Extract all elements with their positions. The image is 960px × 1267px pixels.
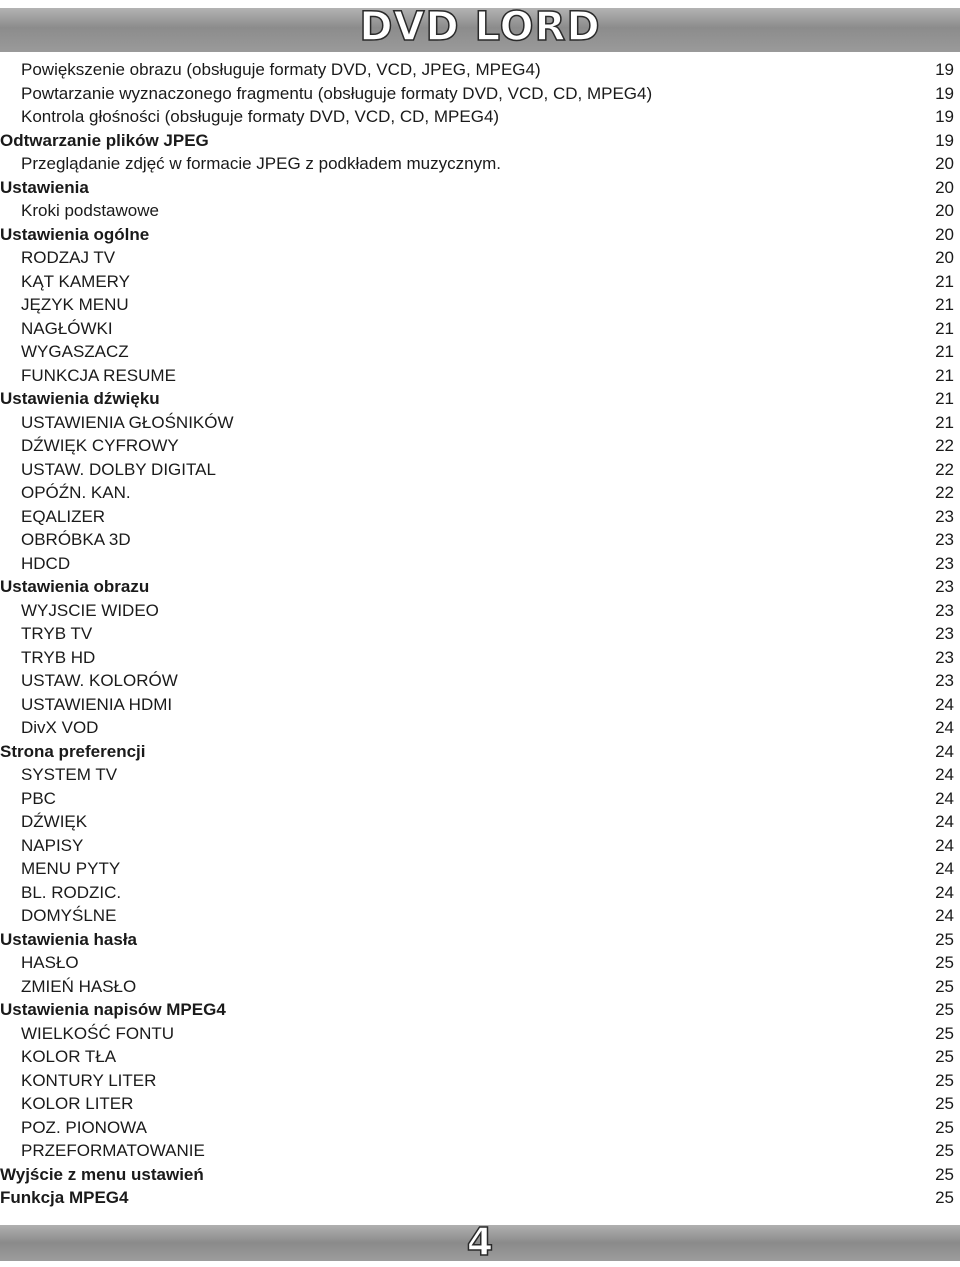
toc-entry-label: MENU PYTY bbox=[21, 859, 121, 878]
toc-entry-label: JĘZYK MENU bbox=[21, 295, 129, 314]
toc-section-entry bbox=[0, 387, 954, 411]
toc-entry-page: 19 bbox=[935, 83, 954, 103]
toc-subsection-entry bbox=[0, 317, 954, 341]
toc-section-entry bbox=[0, 176, 954, 200]
toc-subsection-entry bbox=[0, 364, 954, 388]
toc-subsection-entry bbox=[0, 552, 954, 576]
toc-subsection-entry bbox=[0, 105, 954, 129]
toc-entry-page: 21 bbox=[935, 271, 954, 291]
toc-entry-label: Funkcja MPEG4 bbox=[0, 1188, 129, 1207]
toc-entry-label: SYSTEM TV bbox=[21, 765, 118, 784]
toc-section-entry bbox=[0, 998, 954, 1022]
toc-subsection-entry bbox=[0, 481, 954, 505]
toc-entry-page: 25 bbox=[935, 1047, 954, 1066]
toc-entry-label: Powtarzanie wyznaczonego fragmentu (obsługuje formaty DVD, VCD, CD, MPEG4) bbox=[21, 83, 653, 103]
toc-entry-page: 22 bbox=[935, 459, 954, 479]
toc-entry-page: 25 bbox=[935, 929, 954, 949]
toc-entry-label: USTAWIENIA GŁOŚNIKÓW bbox=[21, 412, 234, 432]
toc-section-entry bbox=[0, 129, 954, 153]
toc-entry-label: Odtwarzanie plików JPEG bbox=[0, 130, 209, 150]
toc-entry-label: KONTURY LITER bbox=[21, 1070, 157, 1090]
toc-entry-page: 25 bbox=[935, 1094, 954, 1113]
toc-entry-page: 24 bbox=[935, 906, 954, 925]
toc-entry-label: Ustawienia obrazu bbox=[0, 577, 150, 596]
toc-entry-page: 25 bbox=[935, 1117, 954, 1137]
toc-entry-label: Przeglądanie zdjęć w formacie JPEG z podkładem muzycznym. bbox=[21, 154, 501, 173]
toc-subsection-entry bbox=[0, 716, 954, 740]
toc-subsection-entry bbox=[0, 693, 954, 717]
toc-subsection-entry bbox=[0, 669, 954, 693]
toc-subsection-entry bbox=[0, 810, 954, 834]
toc-subsection-entry bbox=[0, 763, 954, 787]
toc-entry-label: USTAW. DOLBY DIGITAL bbox=[21, 459, 216, 479]
toc-entry-page: 22 bbox=[935, 483, 954, 502]
toc-entry-page: 21 bbox=[935, 318, 954, 338]
toc-entry-page: 25 bbox=[935, 976, 954, 996]
toc-entry-label: KĄT KAMERY bbox=[21, 271, 130, 291]
toc-entry-label: DivX VOD bbox=[21, 718, 99, 737]
toc-subsection-entry bbox=[0, 904, 954, 928]
toc-entry-page: 21 bbox=[935, 389, 954, 408]
toc-subsection-entry bbox=[0, 1116, 954, 1140]
toc-entry-page: 24 bbox=[935, 835, 954, 855]
toc-entry-label: KOLOR TŁA bbox=[21, 1047, 117, 1066]
toc-entry-label: ZMIEŃ HASŁO bbox=[21, 976, 137, 996]
toc-subsection-entry bbox=[0, 246, 954, 270]
toc-entry-page: 25 bbox=[935, 1000, 954, 1019]
toc-entry-page: 19 bbox=[935, 60, 954, 79]
toc-entry-page: 24 bbox=[935, 741, 954, 761]
toc-entry-page: 21 bbox=[935, 342, 954, 361]
toc-entry-page: 24 bbox=[935, 718, 954, 737]
toc-subsection-entry bbox=[0, 881, 954, 905]
toc-entry-label: WYGASZACZ bbox=[21, 342, 129, 361]
toc-entry-label: FUNKCJA RESUME bbox=[21, 365, 176, 385]
toc-subsection-entry bbox=[0, 1092, 954, 1116]
toc-entry-label: OPÓŹN. KAN. bbox=[21, 483, 131, 502]
toc-entry-page: 21 bbox=[935, 365, 954, 385]
toc-entry-label: DOMYŚLNE bbox=[21, 906, 117, 925]
toc-entry-page: 24 bbox=[935, 882, 954, 902]
toc-subsection-entry bbox=[0, 1045, 954, 1069]
toc-subsection-entry bbox=[0, 82, 954, 106]
toc-entry-label: Ustawienia napisów MPEG4 bbox=[0, 1000, 226, 1019]
toc-entry-label: Strona preferencji bbox=[0, 741, 146, 761]
toc-entry-page: 25 bbox=[935, 1188, 954, 1207]
toc-entry-page: 25 bbox=[935, 1164, 954, 1184]
toc-subsection-entry bbox=[0, 293, 954, 317]
toc-entry-label: Powiększenie obrazu (obsługuje formaty DVD, VCD, JPEG, MPEG4) bbox=[21, 60, 541, 79]
toc-subsection-entry bbox=[0, 458, 954, 482]
toc-entry-page: 25 bbox=[935, 1023, 954, 1043]
toc-entry-page: 20 bbox=[935, 224, 954, 244]
toc-subsection-entry bbox=[0, 646, 954, 670]
toc-entry-page: 22 bbox=[935, 436, 954, 455]
toc-entry-label: Kroki podstawowe bbox=[21, 201, 159, 220]
toc-subsection-entry bbox=[0, 622, 954, 646]
toc-entry-page: 20 bbox=[935, 154, 954, 173]
toc-entry-label: Ustawienia hasła bbox=[0, 929, 138, 949]
toc-entry-label: TRYB HD bbox=[21, 647, 96, 667]
toc-entry-label: KOLOR LITER bbox=[21, 1094, 134, 1113]
toc-entry-page: 25 bbox=[935, 953, 954, 972]
toc-entry-page: 24 bbox=[935, 765, 954, 784]
toc-subsection-entry bbox=[0, 1069, 954, 1093]
toc-entry-page: 23 bbox=[935, 577, 954, 596]
toc-section-entry bbox=[0, 1163, 954, 1187]
toc-entry-label: USTAW. KOLORÓW bbox=[21, 671, 178, 690]
toc-entry-label: Kontrola głośności (obsługuje formaty DVD, VCD, CD, MPEG4) bbox=[21, 107, 500, 126]
toc-subsection-entry bbox=[0, 975, 954, 999]
toc-entry-page: 20 bbox=[935, 201, 954, 220]
toc-entry-label: Ustawienia bbox=[0, 177, 89, 197]
toc-subsection-entry bbox=[0, 58, 954, 82]
toc-entry-label: NAGŁÓWKI bbox=[21, 318, 113, 338]
toc-entry-label: HDCD bbox=[21, 553, 71, 573]
toc-section-entry bbox=[0, 1186, 954, 1210]
toc-entry-label: TRYB TV bbox=[21, 624, 93, 643]
toc-section-entry bbox=[0, 928, 954, 952]
toc-entry-page: 23 bbox=[935, 553, 954, 573]
toc-entry-page: 25 bbox=[935, 1141, 954, 1160]
toc-entry-page: 24 bbox=[935, 694, 954, 714]
toc-entry-page: 23 bbox=[935, 530, 954, 549]
toc-entry-label: BL. RODZIC. bbox=[21, 882, 122, 902]
toc-subsection-entry bbox=[0, 411, 954, 435]
toc-entry-page: 20 bbox=[935, 248, 954, 267]
toc-entry-page: 24 bbox=[935, 859, 954, 878]
toc-subsection-entry bbox=[0, 1139, 954, 1163]
toc-subsection-entry bbox=[0, 599, 954, 623]
toc-entry-label: DŹWIĘK bbox=[21, 812, 88, 831]
toc-subsection-entry bbox=[0, 528, 954, 552]
toc-subsection-entry bbox=[0, 505, 954, 529]
toc-entry-label: USTAWIENIA HDMI bbox=[21, 694, 173, 714]
toc-section-entry bbox=[0, 223, 954, 247]
toc-subsection-entry bbox=[0, 270, 954, 294]
page-number: 4 bbox=[466, 1220, 494, 1264]
page-title: DVD LORD bbox=[359, 4, 601, 50]
toc-subsection-entry bbox=[0, 951, 954, 975]
toc-subsection-entry bbox=[0, 1022, 954, 1046]
toc-entry-page: 23 bbox=[935, 506, 954, 526]
toc-entry-label: RODZAJ TV bbox=[21, 248, 116, 267]
toc-subsection-entry bbox=[0, 340, 954, 364]
toc-subsection-entry bbox=[0, 199, 954, 223]
toc-entry-label: Ustawienia ogólne bbox=[0, 224, 150, 244]
toc-subsection-entry bbox=[0, 834, 954, 858]
toc-entry-page: 23 bbox=[935, 671, 954, 690]
toc-entry-label: PBC bbox=[21, 788, 56, 808]
toc-entry-label: DŹWIĘK CYFROWY bbox=[21, 436, 179, 455]
toc-entry-label: OBRÓBKA 3D bbox=[21, 530, 131, 549]
table-of-contents bbox=[0, 58, 954, 1210]
toc-entry-label: Ustawienia dźwięku bbox=[0, 389, 160, 408]
toc-entry-page: 25 bbox=[935, 1070, 954, 1090]
toc-entry-label: HASŁO bbox=[21, 953, 79, 972]
toc-entry-page: 19 bbox=[935, 107, 954, 126]
toc-entry-page: 23 bbox=[935, 647, 954, 667]
toc-section-entry bbox=[0, 740, 954, 764]
toc-entry-label: POZ. PIONOWA bbox=[21, 1117, 147, 1137]
toc-entry-label: WIELKOŚĆ FONTU bbox=[21, 1023, 175, 1043]
toc-entry-label: NAPISY bbox=[21, 835, 84, 855]
toc-entry-label: WYJSCIE WIDEO bbox=[21, 600, 159, 620]
toc-subsection-entry bbox=[0, 857, 954, 881]
toc-entry-label: PRZEFORMATOWANIE bbox=[21, 1141, 205, 1160]
toc-entry-page: 21 bbox=[935, 412, 954, 432]
toc-entry-page: 21 bbox=[935, 295, 954, 314]
toc-entry-page: 24 bbox=[935, 812, 954, 831]
toc-entry-label: Wyjście z menu ustawień bbox=[0, 1164, 204, 1184]
toc-entry-page: 24 bbox=[935, 788, 954, 808]
toc-section-entry bbox=[0, 575, 954, 599]
toc-entry-page: 20 bbox=[935, 177, 954, 197]
toc-subsection-entry bbox=[0, 787, 954, 811]
toc-entry-page: 19 bbox=[935, 130, 954, 150]
toc-subsection-entry bbox=[0, 434, 954, 458]
toc-subsection-entry bbox=[0, 152, 954, 176]
toc-entry-page: 23 bbox=[935, 600, 954, 620]
toc-entry-page: 23 bbox=[935, 624, 954, 643]
toc-entry-label: EQALIZER bbox=[21, 506, 106, 526]
